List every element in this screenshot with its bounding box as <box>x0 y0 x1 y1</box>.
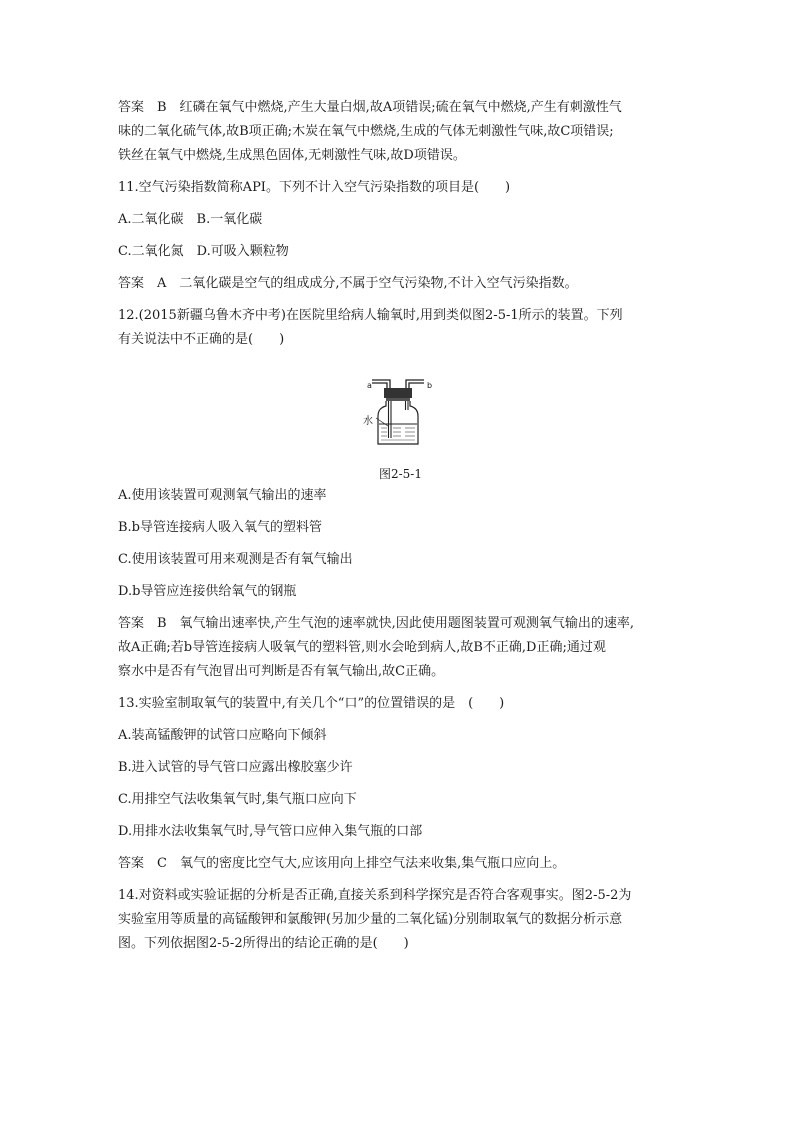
question-13-option-d: D.用排水法收集氧气时,导气管口应伸入集气瓶的口部 <box>118 824 423 839</box>
stem-line: 14.对资料或实验证据的分析是否正确,直接关系到科学探究是否符合客观事实。图2-5-2为 <box>118 888 632 903</box>
answer-line: 答案 B 红磷在氧气中燃烧,产生大量白烟,故A项错误;硫在氧气中燃烧,产生有刺激性气 <box>118 100 622 115</box>
answer-line: 答案 B 氧气输出速率快,产生气泡的速率就快,因此使用题图装置可观测氧气输出的速率, <box>118 616 634 631</box>
stem-line: 12.(2015新疆乌鲁木齐中考)在医院里给病人输氧时,用到类似图2-5-1所示的装置。下列 <box>118 308 623 323</box>
answer-line: 察水中是否有气泡冒出可判断是否有氧气输出,故C正确。 <box>118 664 445 679</box>
question-13-option-c: C.用排空气法收集氧气时,集气瓶口应向下 <box>118 792 357 807</box>
gas-washing-bottle-diagram <box>368 366 428 448</box>
answer-line: 故A正确;若b导管连接病人吸氧气的塑料管,则水会呛到病人,故B不正确,D正确;通过观 <box>118 640 606 655</box>
figure-caption: 图2-5-1 <box>378 467 422 481</box>
answer-q10 <box>118 96 683 168</box>
stem-line: 实验室用等质量的高锰酸钾和氯酸钾(另加少量的二氧化锰)分别制取氧气的数据分析示意 <box>118 912 623 927</box>
question-12-option-c: C.使用该装置可用来观测是否有氧气输出 <box>118 552 353 567</box>
stem-line: 有关说法中不正确的是( ) <box>118 332 285 347</box>
question-13-option-a: A.装高锰酸钾的试管口应略向下倾斜 <box>118 728 327 743</box>
label-a: a <box>367 381 372 390</box>
question-11-options-ab: A.二氧化碳 B.一氧化碳 <box>118 212 263 227</box>
question-11-options-cd: C.二氧化氮 D.可吸入颗粒物 <box>118 244 289 259</box>
question-11-stem: 11.空气污染指数简称API。下列不计入空气污染指数的项目是( ) <box>118 180 511 195</box>
answer-q11: 答案 A 二氧化碳是空气的组成成分,不属于空气污染物,不计入空气污染指数。 <box>118 276 578 291</box>
answer-line: 铁丝在氧气中燃烧,生成黑色固体,无刺激性气味,故D项错误。 <box>118 148 466 163</box>
figure-2-5-1 <box>118 366 683 484</box>
question-14-stem <box>118 884 683 956</box>
question-12-option-a: A.使用该装置可观测氧气输出的速率 <box>118 488 327 503</box>
question-12-option-d: D.b导管应连接供给氧气的钢瓶 <box>118 584 297 599</box>
document-page <box>118 96 683 964</box>
label-water: 水 <box>363 416 373 427</box>
answer-line: 味的二氧化硫气体,故B项正确;木炭在氧气中燃烧,生成的气体无刺激性气味,故C项错误; <box>118 124 614 139</box>
answer-q12 <box>118 612 683 684</box>
answer-q13: 答案 C 氧气的密度比空气大,应该用向上排空气法来收集,集气瓶口应向上。 <box>118 856 566 871</box>
question-12-stem <box>118 304 683 352</box>
question-12-option-b: B.b导管连接病人吸入氧气的塑料管 <box>118 520 323 535</box>
question-13-stem: 13.实验室制取氧气的装置中,有关几个“口”的位置错误的是 ( ) <box>118 696 505 711</box>
question-13-option-b: B.进入试管的导气管口应露出橡胶塞少许 <box>118 760 353 775</box>
stem-line: 图。下列依据图2-5-2所得出的结论正确的是( ) <box>118 936 409 951</box>
label-b: b <box>427 381 433 390</box>
